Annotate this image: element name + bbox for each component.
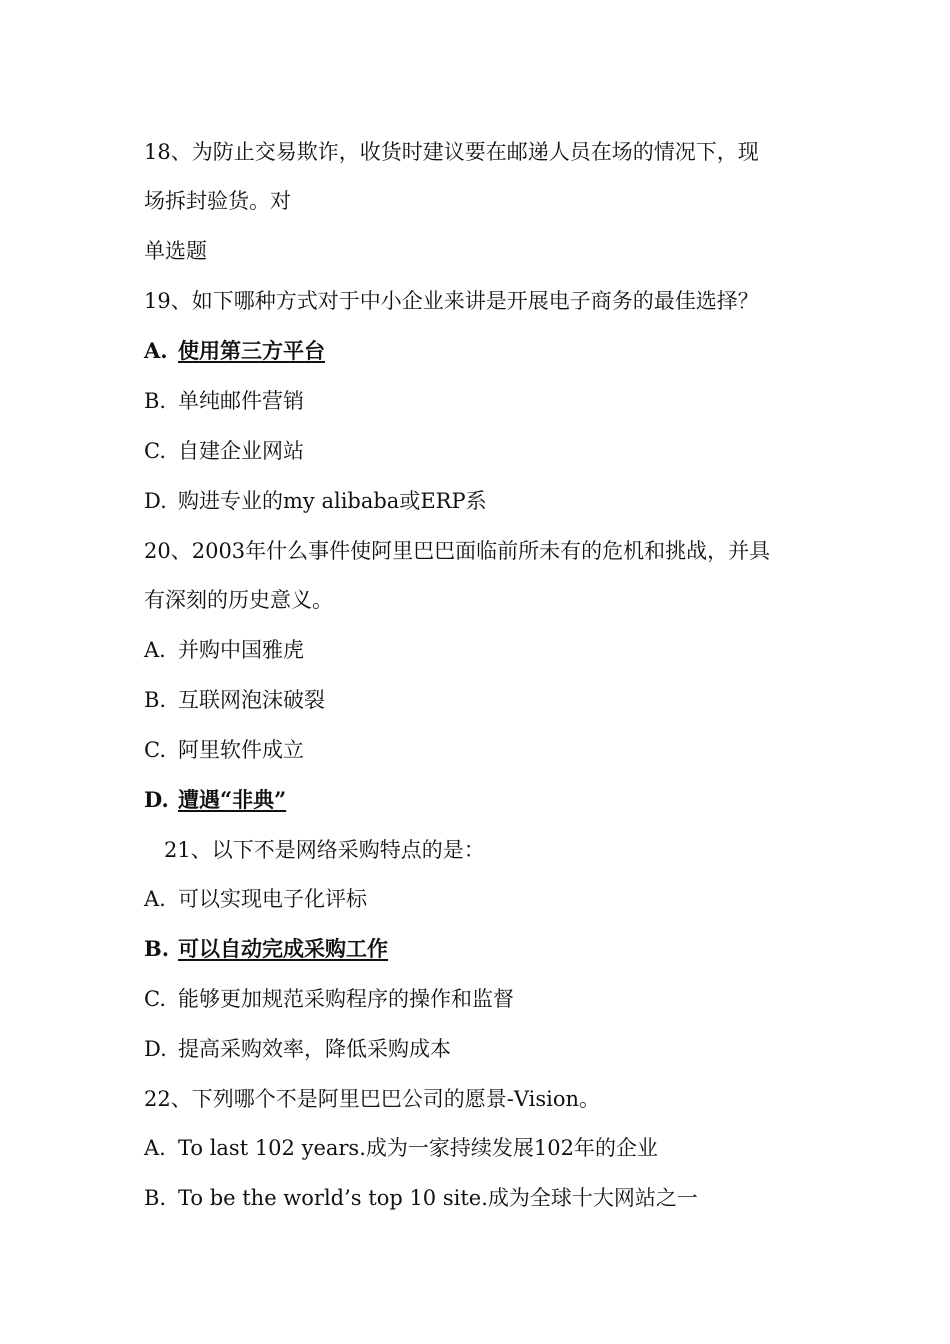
q20-option-b [144, 685, 824, 715]
option-text-correct: 使用第三方平台 [178, 338, 325, 363]
q20-option-c [144, 735, 824, 765]
option-letter: B. [144, 389, 167, 413]
option-letter: D. [144, 1037, 167, 1061]
option-text: 自建企业网站 [178, 439, 304, 463]
option-text: 阿里软件成立 [178, 738, 304, 762]
option-letter: B. [144, 936, 170, 961]
q22-option-a [144, 1133, 824, 1163]
q20-option-d [144, 785, 824, 815]
q22-option-b [144, 1183, 824, 1213]
q21-question: 21、以下不是网络采购特点的是： [164, 838, 485, 862]
q20-line-2: 有深刻的历史意义。 [144, 588, 333, 612]
q20-option-a [144, 635, 824, 665]
option-text-correct: 可以自动完成采购工作 [178, 936, 388, 961]
q19-option-a [144, 336, 824, 366]
option-text: 可以实现电子化评标 [178, 887, 367, 911]
option-text: To last 102 years.成为一家持续发展102年的企业 [178, 1136, 658, 1160]
option-letter: D. [144, 787, 169, 812]
option-text: 能够更加规范采购程序的操作和监督 [178, 987, 514, 1011]
option-letter: C. [144, 439, 166, 463]
option-text: 互联网泡沫破裂 [178, 688, 325, 712]
q19-option-d [144, 486, 824, 516]
option-letter: A. [144, 1136, 166, 1160]
option-text: To be the world’s top 10 site.成为全球十大网站之一 [178, 1186, 698, 1210]
q18-line-2: 场拆封验货。对 [144, 189, 291, 213]
q21-option-d [144, 1034, 824, 1064]
option-letter: A. [144, 887, 166, 911]
q19-question: 19、如下哪种方式对于中小企业来讲是开展电子商务的最佳选择？ [144, 289, 759, 313]
option-letter: A. [144, 338, 168, 363]
option-letter: C. [144, 987, 166, 1011]
q19-option-b [144, 386, 824, 416]
option-text: 单纯邮件营销 [178, 389, 304, 413]
option-text: 购进专业的my alibaba或ERP系 [178, 489, 487, 513]
q20-line-1: 20、2003年什么事件使阿里巴巴面临前所未有的危机和挑战，并具 [144, 539, 771, 563]
q19-option-c [144, 436, 824, 466]
option-letter: B. [144, 1186, 167, 1210]
option-letter: D. [144, 489, 167, 513]
section-label: 单选题 [144, 239, 207, 263]
q22-question: 22、下列哪个不是阿里巴巴公司的愿景-Vision。 [144, 1087, 600, 1111]
q21-option-a [144, 884, 824, 914]
q21-option-b [144, 934, 824, 964]
option-letter: B. [144, 688, 167, 712]
q18-line-1: 18、为防止交易欺诈，收货时建议要在邮递人员在场的情况下，现 [144, 140, 759, 164]
option-text-correct: 遭遇“非典” [178, 787, 287, 812]
option-letter: A. [144, 638, 166, 662]
option-text: 提高采购效率，降低采购成本 [178, 1037, 451, 1061]
option-text: 并购中国雅虎 [178, 638, 304, 662]
option-letter: C. [144, 738, 166, 762]
q21-option-c [144, 984, 824, 1014]
